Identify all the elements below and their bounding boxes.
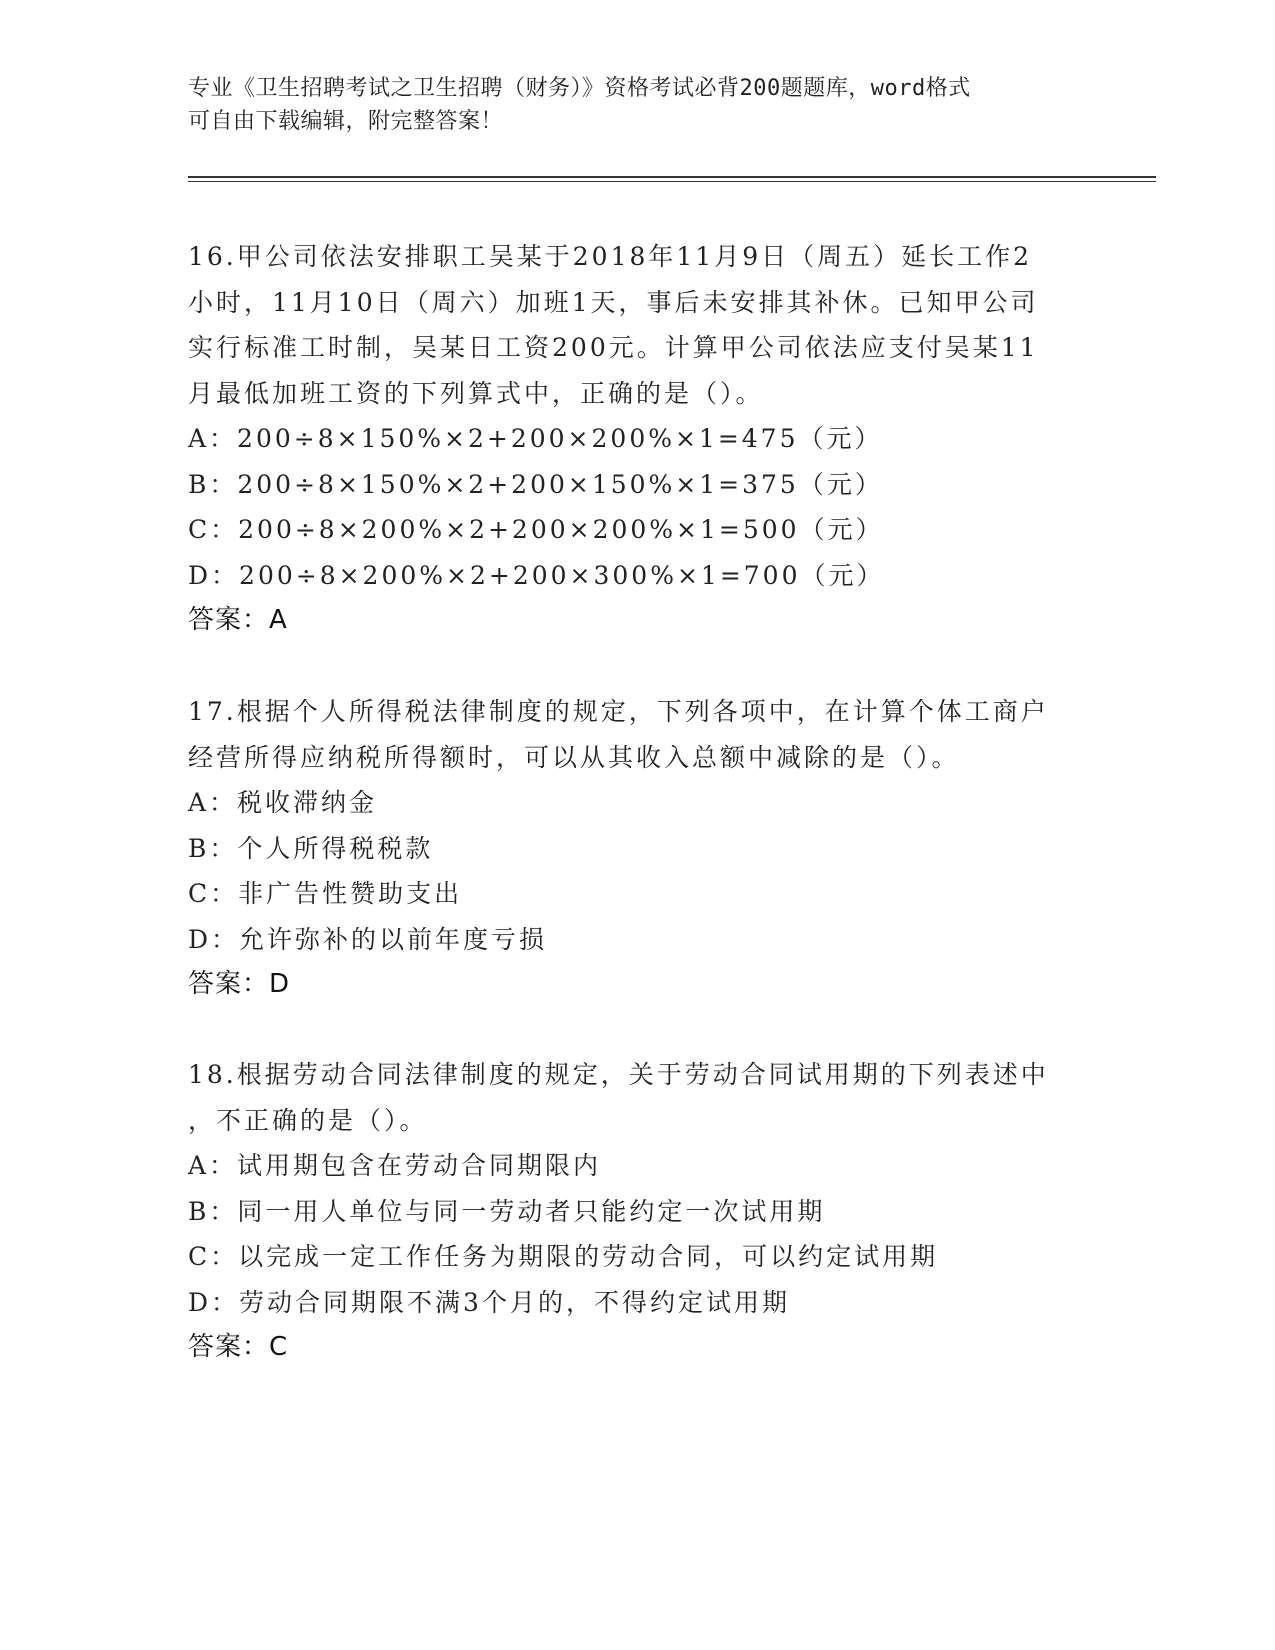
option-a: A：税收滞纳金 bbox=[188, 788, 378, 817]
question-16 bbox=[188, 234, 1088, 644]
question-17 bbox=[188, 689, 1088, 1008]
header-divider-thin bbox=[188, 181, 1156, 182]
question-stem-line: 16.甲公司依法安排职工吴某于2018年11月9日（周五）延长工作2 bbox=[188, 242, 1033, 271]
answer-label: 答案：C bbox=[188, 1332, 289, 1362]
option-d: D：允许弥补的以前年度亏损 bbox=[188, 924, 548, 954]
option-a: A：试用期包含在劳动合同期限内 bbox=[188, 1151, 602, 1180]
header-divider-thick bbox=[188, 176, 1156, 178]
question-stem-line: 实行标准工时制，吴某日工资200元。计算甲公司依法应支付吴某11 bbox=[188, 333, 1039, 362]
option-c: C：200÷8×200%×2+200×200%×1=500（元） bbox=[188, 515, 884, 544]
option-b: B：同一用人单位与同一劳动者只能约定一次试用期 bbox=[188, 1196, 826, 1226]
question-stem-line: 小时，11月10日（周六）加班1天，事后未安排其补休。已知甲公司 bbox=[188, 287, 1039, 317]
question-stem-line: 月最低加班工资的下列算式中，正确的是（）。 bbox=[188, 378, 764, 408]
option-a: A：200÷8×150%×2+200×200%×1=475（元） bbox=[188, 424, 883, 453]
option-c: C：以完成一定工作任务为期限的劳动合同，可以约定试用期 bbox=[188, 1242, 939, 1271]
question-stem-line: 18.根据劳动合同法律制度的规定，关于劳动合同试用期的下列表述中 bbox=[188, 1060, 1049, 1089]
option-c: C：非广告性赞助支出 bbox=[188, 879, 463, 908]
answer-label: 答案：A bbox=[188, 605, 288, 635]
question-stem-line: 经营所得应纳税所得额时，可以从其收入总额中减除的是（）。 bbox=[188, 742, 960, 772]
option-d: D：200÷8×200%×2+200×300%×1=700（元） bbox=[188, 560, 885, 590]
question-stem-line: 17.根据个人所得税法律制度的规定，下列各项中，在计算个体工商户 bbox=[188, 697, 1049, 726]
question-18 bbox=[188, 1052, 1088, 1371]
header-line-2: 可自由下载编辑，附完整答案！ bbox=[188, 109, 504, 134]
option-d: D：劳动合同期限不满3个月的，不得约定试用期 bbox=[188, 1287, 790, 1317]
header-line-1: 专业《卫生招聘考试之卫生招聘（财务）》资格考试必背200题题库，word格式 bbox=[188, 76, 971, 101]
option-b: B：200÷8×150%×2+200×150%×1=375（元） bbox=[188, 469, 883, 499]
answer-label: 答案：D bbox=[188, 969, 291, 999]
document-header bbox=[188, 72, 1088, 138]
option-b: B：个人所得税税款 bbox=[188, 833, 434, 863]
question-stem-line: ，不正确的是（）。 bbox=[188, 1105, 428, 1135]
